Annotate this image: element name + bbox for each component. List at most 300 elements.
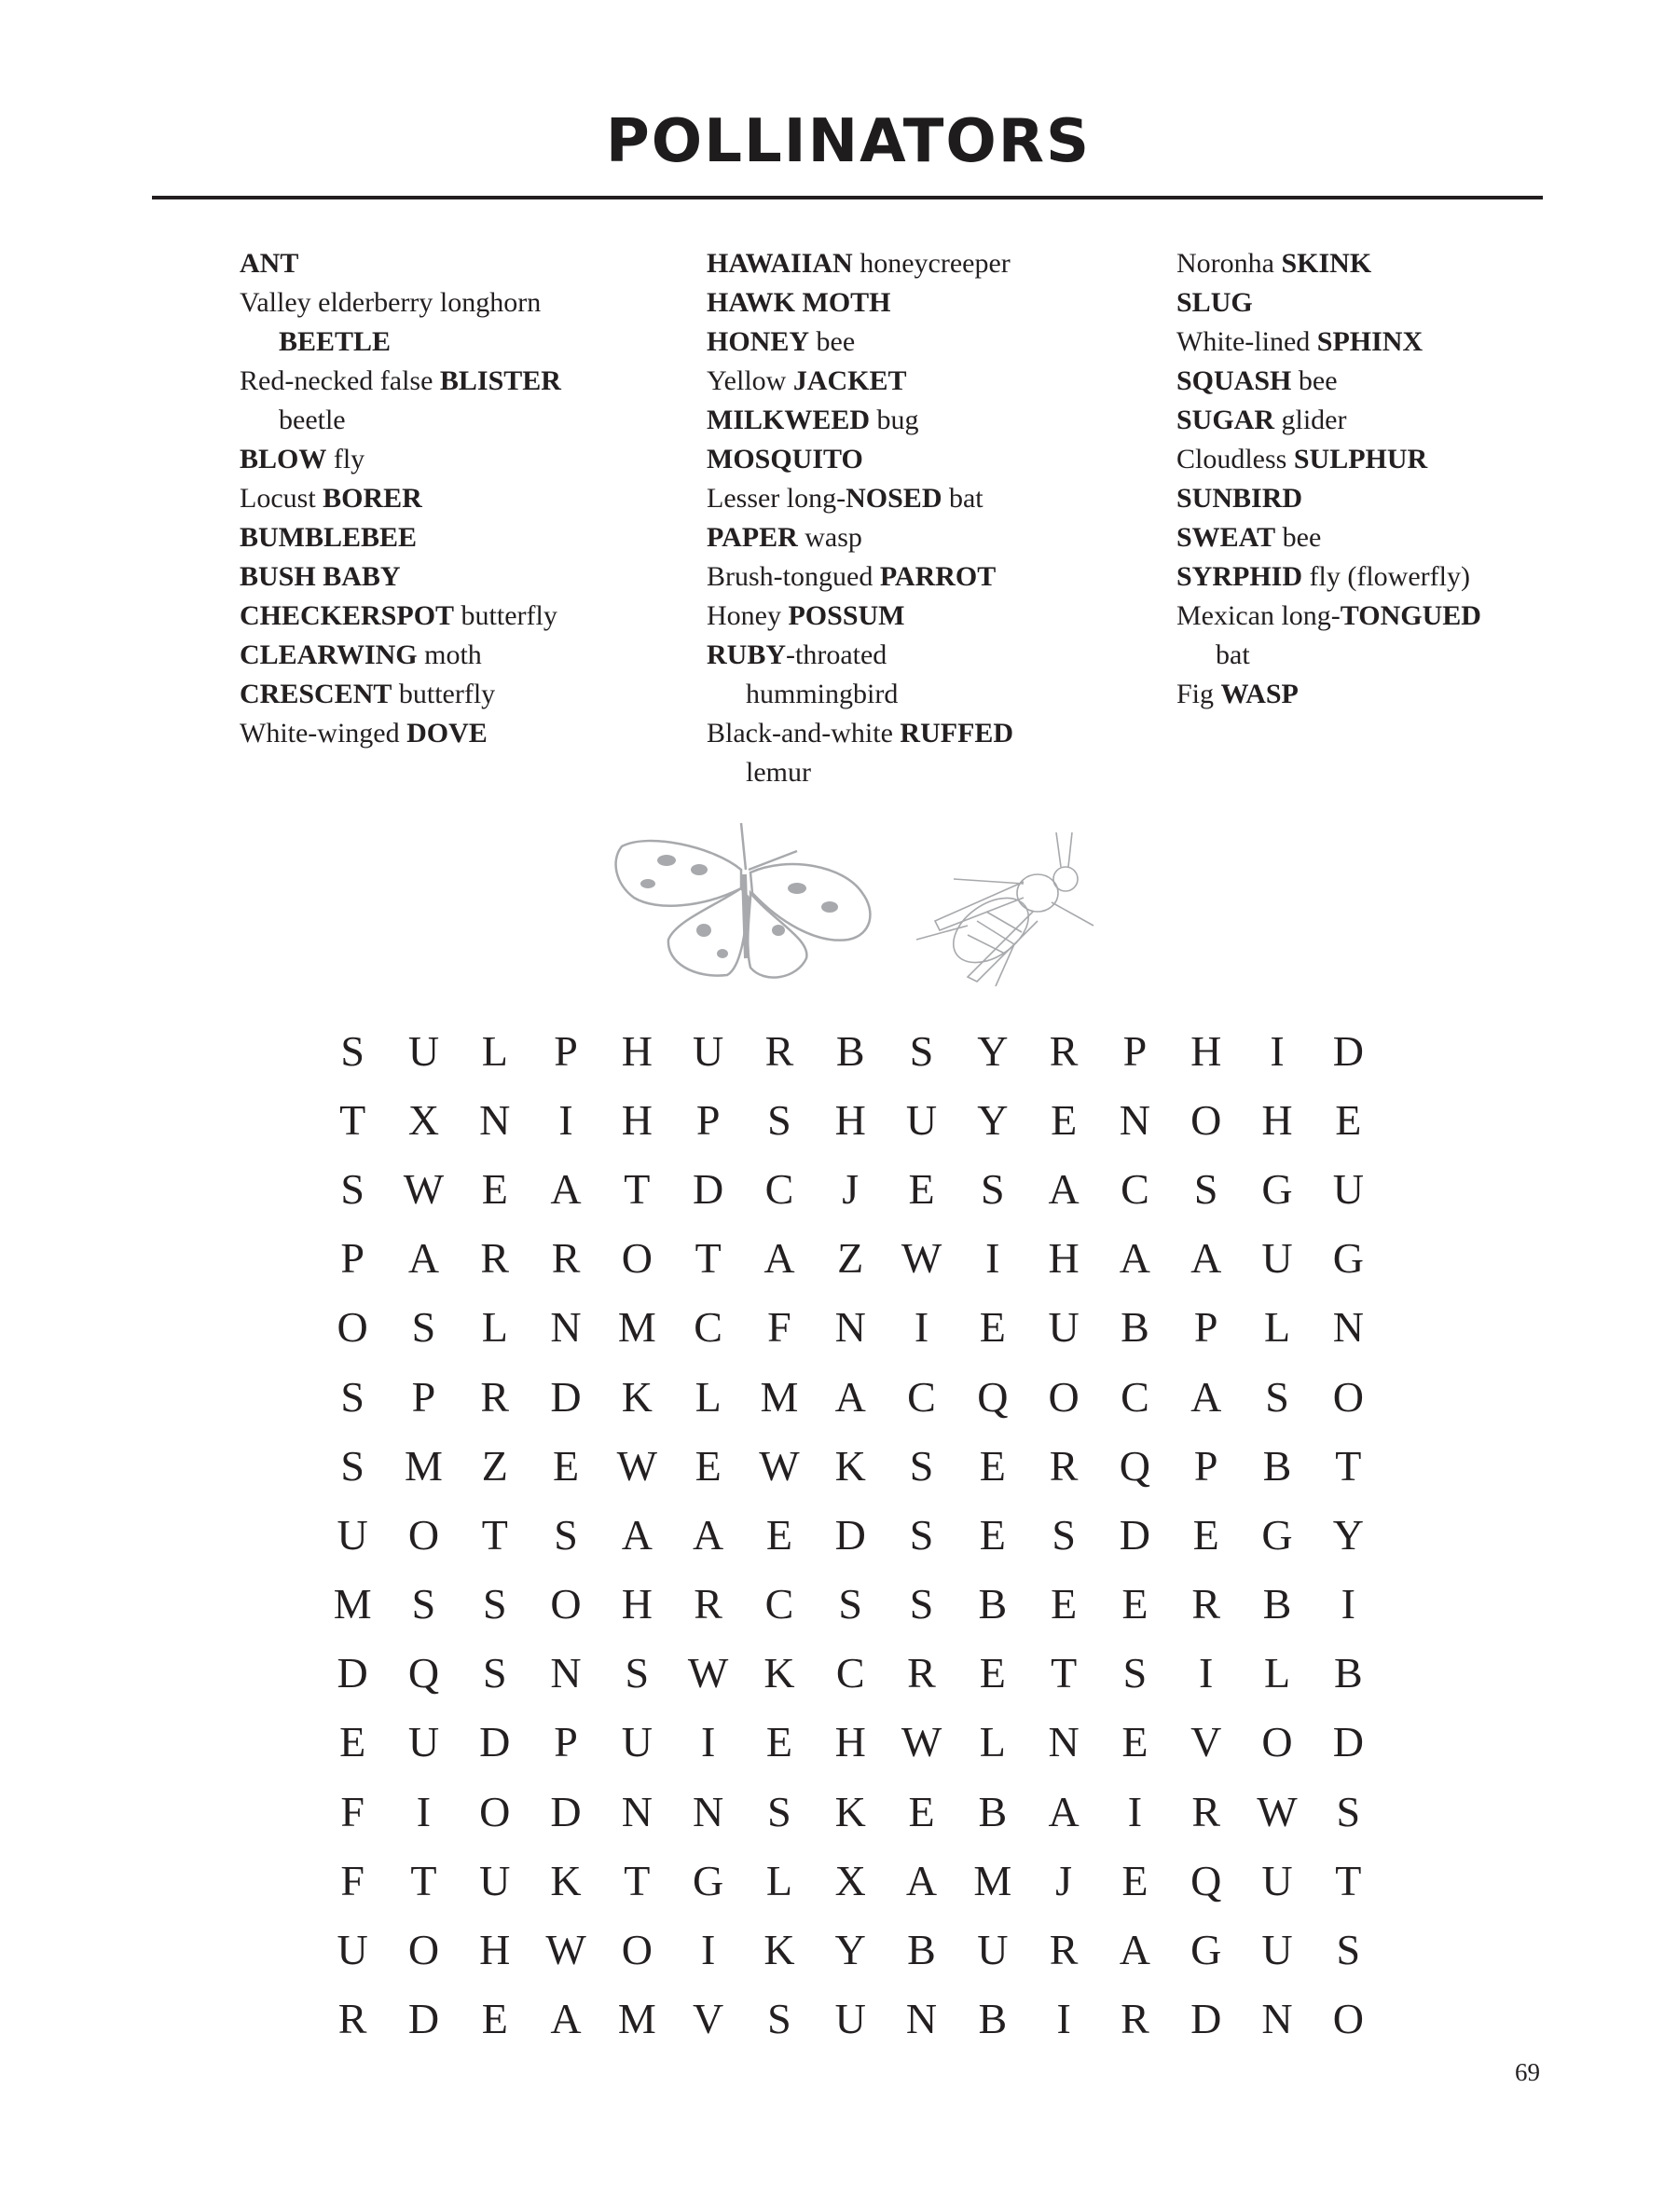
grid-letter[interactable]: S <box>340 1164 364 1213</box>
grid-letter[interactable]: W <box>687 1649 729 1697</box>
grid-letter[interactable]: B <box>1262 1441 1292 1490</box>
grid-letter[interactable]: C <box>907 1372 936 1421</box>
grid-letter[interactable]: A <box>1048 1164 1080 1213</box>
grid-letter[interactable]: S <box>1336 1787 1361 1835</box>
grid-letter[interactable]: I <box>1341 1580 1355 1628</box>
grid-letter[interactable]: O <box>1048 1372 1080 1421</box>
word-list-column-1 <box>240 244 561 753</box>
word-descriptor: wasp <box>797 522 862 553</box>
word-descriptor: butterfly <box>392 679 496 709</box>
word-list-item-continuation <box>240 401 561 440</box>
grid-letter[interactable]: E <box>339 1718 366 1766</box>
grid-letter[interactable]: P <box>554 1718 578 1766</box>
grid-letter[interactable]: U <box>834 1995 866 2043</box>
grid-letter[interactable]: S <box>1122 1649 1148 1697</box>
word-descriptor: Lesser long- <box>707 483 846 514</box>
word-list-item <box>707 283 1013 323</box>
grid-letter[interactable]: O <box>407 1510 440 1559</box>
grid-letter[interactable]: N <box>1119 1095 1151 1144</box>
grid-letter[interactable]: U <box>621 1718 653 1766</box>
grid-letter[interactable]: L <box>695 1372 722 1421</box>
word-list-item <box>240 557 561 597</box>
grid-letter[interactable]: I <box>1056 1995 1071 2043</box>
grid-letter[interactable]: S <box>1265 1372 1289 1421</box>
search-word: BORER <box>323 483 422 514</box>
grid-letter[interactable]: E <box>1121 1580 1148 1628</box>
grid-letter[interactable]: E <box>979 1510 1006 1559</box>
grid-letter[interactable]: E <box>979 1303 1006 1352</box>
grid-letter[interactable]: K <box>834 1787 866 1835</box>
grid-letter[interactable]: W <box>1257 1787 1298 1835</box>
grid-letter[interactable]: S <box>1193 1164 1218 1213</box>
grid-letter[interactable]: P <box>1193 1441 1218 1490</box>
grid-letter[interactable]: E <box>979 1649 1006 1697</box>
grid-letter[interactable]: L <box>481 1303 508 1352</box>
grid-letter[interactable]: D <box>337 1649 368 1697</box>
grid-letter[interactable]: D <box>550 1372 582 1421</box>
grid-letter[interactable]: X <box>834 1856 866 1904</box>
grid-letter[interactable]: W <box>901 1234 942 1283</box>
title-divider <box>152 196 1543 199</box>
search-word: HONEY <box>707 326 810 357</box>
grid-letter[interactable]: N <box>1048 1718 1080 1766</box>
grid-letter[interactable]: N <box>479 1095 511 1144</box>
grid-letter[interactable]: A <box>1048 1787 1080 1835</box>
word-descriptor: hummingbird <box>746 679 899 709</box>
grid-letter[interactable]: U <box>407 1718 440 1766</box>
search-word: BUMBLEBEE <box>240 522 418 553</box>
grid-letter[interactable]: P <box>340 1234 364 1283</box>
word-descriptor: Locust <box>240 483 323 514</box>
grid-letter[interactable]: D <box>1119 1510 1151 1559</box>
grid-letter[interactable]: T <box>1335 1441 1362 1490</box>
word-descriptor: Noronha <box>1176 248 1282 279</box>
grid-letter[interactable]: D <box>834 1510 866 1559</box>
grid-letter[interactable]: M <box>617 1995 656 2043</box>
grid-letter[interactable]: T <box>481 1510 508 1559</box>
word-descriptor: beetle <box>279 405 346 435</box>
grid-letter[interactable]: D <box>1332 1026 1364 1075</box>
grid-letter[interactable]: S <box>981 1164 1005 1213</box>
word-list-item <box>1176 597 1481 636</box>
grid-letter[interactable]: Q <box>977 1372 1009 1421</box>
search-word: RUFFED <box>900 718 1014 749</box>
grid-letter[interactable]: I <box>1127 1787 1143 1835</box>
search-word: BUSH BABY <box>240 561 401 592</box>
grid-letter[interactable]: H <box>621 1026 653 1075</box>
grid-letter[interactable]: U <box>337 1510 368 1559</box>
word-list-item-continuation <box>707 753 1013 792</box>
grid-letter[interactable]: L <box>1263 1649 1291 1697</box>
grid-letter[interactable]: I <box>985 1234 1000 1283</box>
word-list-item <box>707 440 1013 479</box>
grid-letter[interactable]: E <box>1121 1856 1148 1904</box>
grid-letter[interactable]: E <box>1335 1095 1362 1144</box>
search-word: POSSUM <box>788 600 905 631</box>
grid-letter[interactable]: A <box>693 1510 724 1559</box>
word-list-item <box>707 518 1013 557</box>
grid-letter[interactable]: Q <box>1119 1441 1151 1490</box>
grid-letter[interactable]: T <box>1051 1649 1078 1697</box>
grid-letter[interactable]: U <box>1261 1926 1293 1974</box>
grid-letter[interactable]: U <box>693 1026 724 1075</box>
grid-letter[interactable]: J <box>842 1164 860 1213</box>
grid-letter[interactable]: I <box>700 1926 716 1974</box>
grid-letter[interactable]: S <box>767 1995 791 2043</box>
grid-letter[interactable]: K <box>621 1372 653 1421</box>
grid-letter[interactable]: A <box>1119 1234 1151 1283</box>
grid-letter[interactable]: E <box>979 1441 1006 1490</box>
grid-letter[interactable]: O <box>1261 1718 1293 1766</box>
word-list-item <box>240 714 561 753</box>
grid-letter[interactable]: G <box>693 1856 724 1904</box>
grid-letter[interactable]: U <box>1332 1164 1364 1213</box>
search-word: CRESCENT <box>240 679 392 709</box>
grid-letter[interactable]: R <box>480 1372 510 1421</box>
grid-letter[interactable]: N <box>693 1787 724 1835</box>
grid-letter[interactable]: B <box>1121 1303 1149 1352</box>
word-list-item <box>240 518 561 557</box>
grid-letter[interactable]: T <box>624 1164 651 1213</box>
grid-letter[interactable]: Q <box>1190 1856 1222 1904</box>
grid-letter[interactable]: O <box>1190 1095 1222 1144</box>
grid-letter[interactable]: Y <box>977 1095 1009 1144</box>
grid-letter[interactable]: U <box>1261 1234 1293 1283</box>
word-descriptor: bee <box>1275 522 1322 553</box>
grid-letter[interactable]: Z <box>837 1234 864 1283</box>
grid-letter[interactable]: R <box>694 1580 722 1628</box>
grid-letter[interactable]: B <box>978 1580 1008 1628</box>
grid-letter[interactable]: O <box>621 1926 653 1974</box>
grid-letter[interactable]: S <box>767 1787 791 1835</box>
grid-letter[interactable]: B <box>978 1787 1008 1835</box>
grid-letter[interactable]: P <box>411 1372 436 1421</box>
grid-letter[interactable]: H <box>1261 1095 1293 1144</box>
grid-letter[interactable]: R <box>764 1026 794 1075</box>
grid-letter[interactable]: W <box>759 1441 800 1490</box>
grid-letter[interactable]: Y <box>977 1026 1009 1075</box>
grid-letter[interactable]: G <box>1190 1926 1222 1974</box>
grid-letter[interactable]: N <box>621 1787 653 1835</box>
grid-letter[interactable]: L <box>1263 1303 1291 1352</box>
grid-letter[interactable]: E <box>765 1718 792 1766</box>
word-descriptor: glider <box>1274 405 1347 435</box>
word-list-item <box>707 557 1013 597</box>
grid-letter[interactable]: N <box>550 1649 582 1697</box>
grid-letter[interactable]: A <box>550 1164 582 1213</box>
grid-letter[interactable]: N <box>1261 1995 1293 2043</box>
grid-letter[interactable]: M <box>973 1856 1012 1904</box>
grid-letter[interactable]: E <box>1121 1718 1148 1766</box>
grid-letter[interactable]: S <box>1336 1926 1361 1974</box>
word-list-item <box>707 597 1013 636</box>
grid-letter[interactable]: I <box>1270 1026 1285 1075</box>
grid-letter[interactable]: S <box>554 1510 578 1559</box>
grid-letter[interactable]: R <box>551 1234 581 1283</box>
word-list-item <box>1176 244 1481 283</box>
grid-letter[interactable]: N <box>905 1995 938 2043</box>
grid-letter[interactable]: O <box>1332 1995 1364 2043</box>
grid-letter[interactable]: A <box>407 1234 440 1283</box>
grid-letter[interactable]: R <box>1191 1787 1221 1835</box>
grid-letter[interactable]: R <box>1121 1995 1149 2043</box>
grid-letter[interactable]: H <box>1048 1234 1080 1283</box>
grid-letter[interactable]: J <box>1055 1856 1073 1904</box>
search-word: TONGUED <box>1340 600 1481 631</box>
grid-letter[interactable]: E <box>481 1995 508 2043</box>
search-word: BEETLE <box>279 326 392 357</box>
grid-letter[interactable]: O <box>479 1787 511 1835</box>
grid-letter[interactable]: T <box>410 1856 437 1904</box>
grid-letter[interactable]: P <box>1193 1303 1218 1352</box>
grid-letter[interactable]: C <box>1121 1164 1149 1213</box>
grid-letter[interactable]: K <box>763 1926 795 1974</box>
grid-letter[interactable]: T <box>339 1095 366 1144</box>
search-word: SLUG <box>1176 287 1253 318</box>
grid-letter[interactable]: E <box>908 1164 935 1213</box>
search-word: SKINK <box>1281 248 1372 279</box>
word-list-item <box>240 636 561 675</box>
grid-letter[interactable]: W <box>403 1164 445 1213</box>
grid-letter[interactable]: O <box>621 1234 653 1283</box>
grid-letter[interactable]: R <box>1191 1580 1221 1628</box>
grid-letter[interactable]: X <box>407 1095 440 1144</box>
word-descriptor: bug <box>870 405 919 435</box>
grid-letter[interactable]: Z <box>481 1441 508 1490</box>
grid-letter[interactable]: M <box>404 1441 443 1490</box>
search-word: SWEAT <box>1176 522 1276 553</box>
grid-letter[interactable]: A <box>905 1856 938 1904</box>
word-descriptor: butterfly <box>454 600 557 631</box>
grid-letter[interactable]: T <box>624 1856 651 1904</box>
grid-letter[interactable]: B <box>978 1995 1008 2043</box>
grid-letter[interactable]: D <box>550 1787 582 1835</box>
grid-letter[interactable]: M <box>617 1303 656 1352</box>
grid-letter[interactable]: S <box>411 1580 436 1628</box>
page-title: POLLINATORS <box>605 107 1092 176</box>
grid-letter[interactable]: K <box>763 1649 795 1697</box>
word-list-item-continuation <box>240 323 561 362</box>
word-descriptor: bee <box>809 326 856 357</box>
grid-letter[interactable]: A <box>763 1234 795 1283</box>
grid-letter[interactable]: A <box>621 1510 653 1559</box>
grid-letter[interactable]: H <box>479 1926 511 1974</box>
grid-letter[interactable]: P <box>1122 1026 1148 1075</box>
grid-letter[interactable]: D <box>479 1718 511 1766</box>
grid-letter[interactable]: S <box>340 1372 364 1421</box>
word-list-item <box>1176 479 1481 518</box>
word-descriptor: White-winged <box>240 718 407 749</box>
grid-letter[interactable]: R <box>1049 1026 1079 1075</box>
grid-letter[interactable]: H <box>1190 1026 1222 1075</box>
word-list-item <box>1176 440 1481 479</box>
grid-letter[interactable]: U <box>977 1926 1009 1974</box>
grid-letter[interactable]: Q <box>407 1649 440 1697</box>
grid-letter[interactable]: E <box>765 1510 792 1559</box>
grid-letter[interactable]: S <box>340 1441 364 1490</box>
grid-letter[interactable]: O <box>1332 1372 1364 1421</box>
grid-letter[interactable]: S <box>909 1510 934 1559</box>
grid-letter[interactable]: U <box>407 1026 440 1075</box>
grid-letter[interactable]: U <box>905 1095 938 1144</box>
grid-letter[interactable]: D <box>1190 1995 1222 2043</box>
grid-letter[interactable]: E <box>1192 1510 1219 1559</box>
grid-letter[interactable]: D <box>693 1164 724 1213</box>
butterfly-illustration-icon <box>611 818 881 986</box>
grid-letter[interactable]: I <box>700 1718 716 1766</box>
word-list-item <box>1176 518 1481 557</box>
grid-letter[interactable]: I <box>416 1787 432 1835</box>
grid-letter[interactable]: C <box>1121 1372 1149 1421</box>
grid-letter[interactable]: I <box>1199 1649 1214 1697</box>
grid-letter[interactable]: K <box>550 1856 582 1904</box>
search-word: DOVE <box>406 718 488 749</box>
grid-letter[interactable]: R <box>337 1995 367 2043</box>
grid-letter[interactable]: B <box>1333 1649 1363 1697</box>
search-word: BLOW <box>240 444 327 474</box>
word-list-item-continuation <box>1176 636 1481 675</box>
grid-letter[interactable]: A <box>1190 1372 1222 1421</box>
word-list-item <box>240 244 561 283</box>
grid-letter[interactable]: A <box>1119 1926 1151 1974</box>
search-word: SPHINX <box>1316 326 1424 357</box>
grid-letter[interactable]: S <box>1052 1510 1076 1559</box>
grid-letter[interactable]: I <box>558 1095 573 1144</box>
grid-letter[interactable]: E <box>908 1787 935 1835</box>
grid-letter[interactable]: Y <box>834 1926 866 1974</box>
grid-letter[interactable]: R <box>480 1234 510 1283</box>
grid-letter[interactable]: A <box>834 1372 866 1421</box>
grid-letter[interactable]: W <box>616 1441 658 1490</box>
grid-letter[interactable]: V <box>693 1995 724 2043</box>
grid-letter[interactable]: E <box>481 1164 508 1213</box>
grid-letter[interactable]: C <box>835 1649 865 1697</box>
grid-letter[interactable]: O <box>337 1303 368 1352</box>
grid-letter[interactable]: B <box>907 1926 936 1974</box>
grid-letter[interactable]: G <box>1261 1164 1293 1213</box>
grid-letter[interactable]: P <box>554 1026 578 1075</box>
word-search-grid <box>317 1016 1384 2054</box>
grid-letter[interactable]: D <box>1332 1718 1364 1766</box>
grid-letter[interactable]: S <box>909 1580 934 1628</box>
grid-letter[interactable]: H <box>834 1095 866 1144</box>
grid-letter[interactable]: N <box>834 1303 866 1352</box>
grid-letter[interactable]: H <box>621 1095 653 1144</box>
grid-letter[interactable]: N <box>550 1303 582 1352</box>
word-descriptor: bat <box>942 483 983 514</box>
grid-letter[interactable]: A <box>1190 1234 1222 1283</box>
search-word: WASP <box>1220 679 1299 709</box>
grid-letter[interactable]: R <box>907 1649 936 1697</box>
word-descriptor: honeycreeper <box>852 248 1011 279</box>
grid-letter[interactable]: L <box>481 1026 508 1075</box>
grid-letter[interactable]: S <box>340 1026 364 1075</box>
grid-letter[interactable]: S <box>767 1095 791 1144</box>
word-list-item <box>240 362 561 401</box>
search-word: BLISTER <box>439 365 561 396</box>
grid-letter[interactable]: S <box>482 1649 507 1697</box>
word-list-item <box>240 597 561 636</box>
grid-letter[interactable]: M <box>333 1580 372 1628</box>
grid-letter[interactable]: B <box>835 1026 865 1075</box>
grid-letter[interactable]: F <box>340 1787 364 1835</box>
grid-letter[interactable]: E <box>1051 1580 1078 1628</box>
grid-letter[interactable]: B <box>1262 1580 1292 1628</box>
grid-letter[interactable]: R <box>1049 1441 1079 1490</box>
grid-letter[interactable]: U <box>1048 1303 1080 1352</box>
grid-letter[interactable]: S <box>909 1026 934 1075</box>
grid-letter[interactable]: O <box>550 1580 582 1628</box>
grid-letter[interactable]: L <box>979 1718 1006 1766</box>
grid-letter[interactable]: K <box>834 1441 866 1490</box>
grid-letter[interactable]: N <box>1332 1303 1364 1352</box>
grid-letter[interactable]: T <box>1335 1856 1362 1904</box>
word-descriptor: Red-necked false <box>240 365 440 396</box>
search-word: SUNBIRD <box>1176 483 1303 514</box>
word-list-item <box>707 479 1013 518</box>
search-word: CLEARWING <box>240 639 418 670</box>
grid-letter[interactable]: P <box>695 1095 721 1144</box>
word-list-item <box>707 244 1013 283</box>
grid-letter[interactable]: R <box>1049 1926 1079 1974</box>
word-descriptor: moth <box>417 639 482 670</box>
grid-letter[interactable]: G <box>1332 1234 1364 1283</box>
search-word: PAPER <box>707 522 798 553</box>
grid-letter[interactable]: Y <box>1332 1510 1364 1559</box>
grid-letter[interactable]: I <box>914 1303 929 1352</box>
search-word: SUGAR <box>1176 405 1275 435</box>
word-descriptor: -throated <box>786 639 887 670</box>
search-word: NOSED <box>846 483 942 514</box>
grid-letter[interactable]: W <box>901 1718 942 1766</box>
search-word: SQUASH <box>1176 365 1292 396</box>
grid-letter[interactable]: S <box>838 1580 863 1628</box>
grid-letter[interactable]: O <box>407 1926 440 1974</box>
word-descriptor: fly (flowerfly) <box>1302 561 1470 592</box>
grid-letter[interactable]: H <box>621 1580 653 1628</box>
grid-letter[interactable]: A <box>550 1995 582 2043</box>
search-word: JACKET <box>792 365 907 396</box>
grid-letter[interactable]: S <box>482 1580 507 1628</box>
grid-letter[interactable]: D <box>407 1995 440 2043</box>
grid-letter[interactable]: T <box>695 1234 722 1283</box>
grid-letter[interactable]: C <box>764 1580 794 1628</box>
grid-letter[interactable]: F <box>767 1303 791 1352</box>
grid-letter[interactable]: W <box>545 1926 586 1974</box>
grid-letter[interactable]: U <box>1261 1856 1293 1904</box>
word-list-item <box>707 323 1013 362</box>
grid-letter[interactable]: U <box>479 1856 511 1904</box>
grid-letter[interactable]: E <box>695 1441 722 1490</box>
grid-letter[interactable]: C <box>694 1303 722 1352</box>
grid-letter[interactable]: V <box>1190 1718 1222 1766</box>
word-descriptor: lemur <box>746 757 811 788</box>
grid-letter[interactable]: E <box>552 1441 580 1490</box>
grid-letter[interactable]: S <box>411 1303 436 1352</box>
grid-letter[interactable]: U <box>337 1926 368 1974</box>
grid-letter[interactable]: G <box>1261 1510 1293 1559</box>
grid-letter[interactable]: M <box>760 1372 799 1421</box>
grid-letter[interactable]: S <box>909 1441 934 1490</box>
grid-letter[interactable]: E <box>1051 1095 1078 1144</box>
grid-letter[interactable]: L <box>765 1856 792 1904</box>
grid-letter[interactable]: C <box>764 1164 794 1213</box>
grid-letter[interactable]: F <box>340 1856 364 1904</box>
grid-letter[interactable]: S <box>625 1649 650 1697</box>
grid-letter[interactable]: H <box>834 1718 866 1766</box>
word-list-column-2 <box>707 244 1013 792</box>
bee-illustration-icon <box>912 828 1098 991</box>
